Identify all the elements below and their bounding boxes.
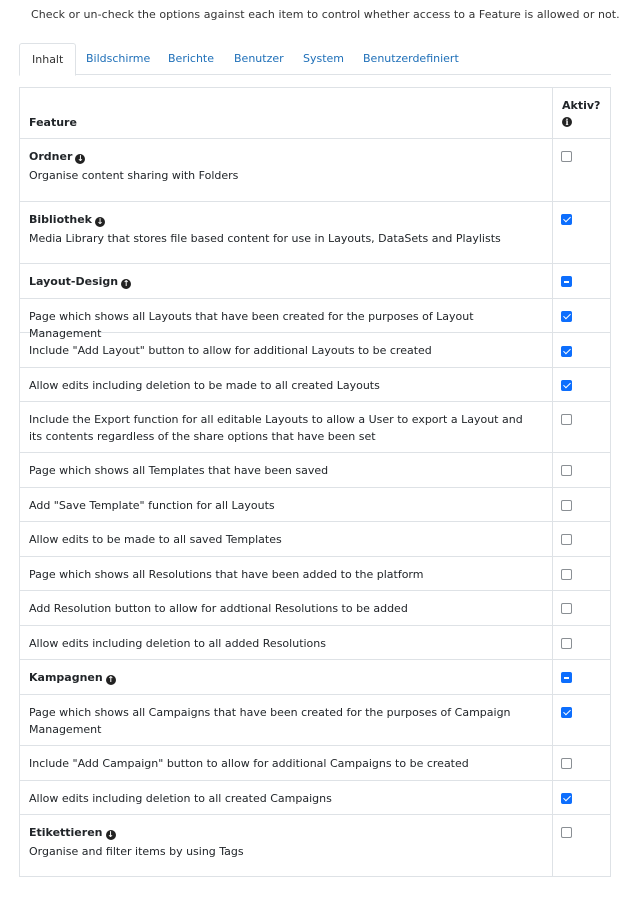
access-checkbox[interactable] xyxy=(561,603,572,614)
table-header xyxy=(20,88,610,139)
access-checkbox[interactable] xyxy=(561,672,572,683)
group-description: Organise and filter items by using Tags xyxy=(29,845,244,858)
table-body xyxy=(20,139,610,876)
feature-table xyxy=(19,87,611,877)
group-title[interactable] xyxy=(29,826,116,840)
feature-group-row xyxy=(20,139,610,202)
feature-group-row xyxy=(20,815,610,876)
feature-row xyxy=(20,781,610,815)
feature-description: Include "Add Campaign" button to allow for additional Campaigns to be created xyxy=(29,757,469,770)
group-title-text: Etikettieren xyxy=(29,826,103,839)
tab-system[interactable]: System xyxy=(303,52,345,65)
circle-arrow-up-icon[interactable]: ↑ xyxy=(122,279,130,288)
access-checkbox[interactable] xyxy=(561,311,572,322)
info-icon: i xyxy=(562,117,572,127)
access-checkbox[interactable] xyxy=(561,793,572,804)
access-checkbox[interactable] xyxy=(561,276,572,287)
feature-description: Page which shows all Resolutions that have been added to the platform xyxy=(29,568,424,581)
feature-row xyxy=(20,695,610,746)
access-checkbox[interactable] xyxy=(561,707,572,718)
feature-row xyxy=(20,299,610,340)
access-checkbox[interactable] xyxy=(561,151,572,162)
feature-description: Page which shows all Templates that have been saved xyxy=(29,464,329,477)
group-title-text: Kampagnen xyxy=(29,671,103,684)
feature-row xyxy=(20,402,610,453)
access-checkbox[interactable] xyxy=(561,465,572,476)
access-checkbox[interactable] xyxy=(561,414,572,425)
group-title-text: Bibliothek xyxy=(29,213,92,226)
access-checkbox[interactable] xyxy=(561,500,572,511)
circle-arrow-down-icon[interactable]: ↓ xyxy=(96,217,104,226)
group-title[interactable] xyxy=(29,671,116,685)
group-title[interactable] xyxy=(29,275,131,289)
group-description: Media Library that stores file based content for use in Layouts, DataSets and Playlists xyxy=(29,232,501,245)
group-title[interactable] xyxy=(29,213,105,227)
feature-row xyxy=(20,453,610,488)
access-checkbox[interactable] xyxy=(561,346,572,357)
intro-text: Check or un-check the options against each item to control whether access to a Feature is allowed or not. xyxy=(31,8,620,21)
group-title-text: Layout-Design xyxy=(29,275,119,288)
feature-group-row xyxy=(20,264,610,299)
group-title-text: Ordner xyxy=(29,150,73,163)
feature-group-row xyxy=(20,660,610,695)
feature-group-row xyxy=(20,202,610,264)
feature-tabs xyxy=(19,43,611,75)
tab-bildschirme[interactable]: Bildschirme xyxy=(86,52,151,65)
feature-row xyxy=(20,557,610,591)
feature-description: Allow edits including deletion to all added Resolutions xyxy=(29,637,326,650)
feature-row xyxy=(20,368,610,402)
tab-benutzerdefiniert[interactable]: Benutzerdefiniert xyxy=(363,52,459,65)
feature-row xyxy=(20,626,610,660)
circle-arrow-up-icon[interactable]: ↑ xyxy=(107,675,115,684)
header-feature: Feature xyxy=(29,116,77,129)
feature-row xyxy=(20,333,610,368)
access-checkbox[interactable] xyxy=(561,569,572,580)
feature-description: Include "Add Layout" button to allow for additional Layouts to be created xyxy=(29,344,432,357)
circle-arrow-down-icon[interactable]: ↓ xyxy=(77,154,84,163)
feature-description: Page which shows all Layouts that have been created for the purposes of Layout Management xyxy=(29,310,474,340)
access-checkbox[interactable] xyxy=(561,827,572,838)
feature-row xyxy=(20,488,610,522)
feature-row xyxy=(20,746,610,781)
access-checkbox[interactable] xyxy=(561,534,572,545)
tab-berichte[interactable]: Berichte xyxy=(168,52,214,65)
header-active: Aktiv? xyxy=(562,99,601,112)
feature-row xyxy=(20,591,610,626)
access-checkbox[interactable] xyxy=(561,214,572,225)
feature-description: Page which shows all Campaigns that have been created for the purposes of Campaign Management xyxy=(29,706,511,736)
access-checkbox[interactable] xyxy=(561,380,572,391)
feature-description: Include the Export function for all editable Layouts to allow a User to export a Layout and its contents regardless of the share options that have been set xyxy=(29,413,523,443)
feature-row xyxy=(20,522,610,557)
tab-benutzer[interactable]: Benutzer xyxy=(234,52,284,65)
feature-description: Add "Save Template" function for all Layouts xyxy=(29,499,275,512)
feature-description: Add Resolution button to allow for addtional Resolutions to be added xyxy=(29,602,408,615)
circle-arrow-down-icon[interactable]: ↓ xyxy=(107,830,114,839)
group-title[interactable] xyxy=(29,150,85,164)
access-checkbox[interactable] xyxy=(561,758,572,769)
group-description: Organise content sharing with Folders xyxy=(29,169,239,182)
feature-description: Allow edits including deletion to all created Campaigns xyxy=(29,792,332,805)
feature-description: Allow edits including deletion to be made to all created Layouts xyxy=(29,379,380,392)
feature-description: Allow edits to be made to all saved Templates xyxy=(29,533,282,546)
access-checkbox[interactable] xyxy=(561,638,572,649)
tab-inhalt[interactable]: Inhalt xyxy=(19,43,76,76)
